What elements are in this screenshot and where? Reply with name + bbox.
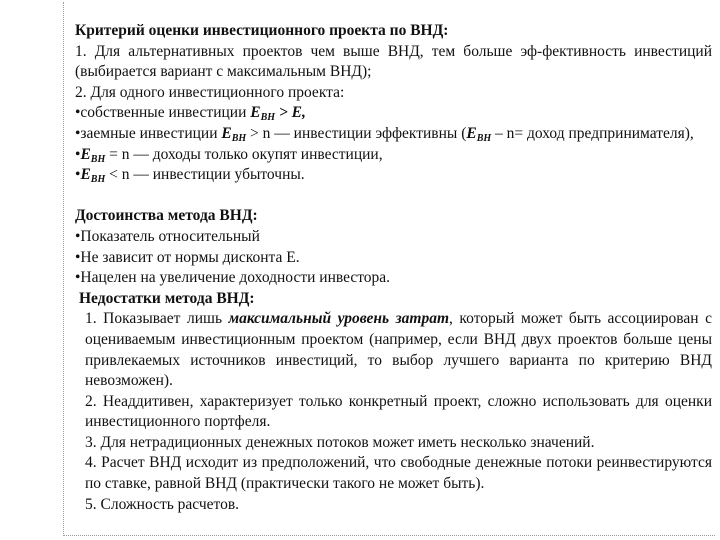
- bullet-equal: [75, 145, 712, 166]
- disadvantages-title: Недостатки метода ВНД:: [79, 289, 255, 307]
- slide-content: [75, 21, 712, 515]
- disadvantage-item-4: 4. Расчет ВНД исходит из предположений, что свободные денежные потоки реинвестируются по ставке, равной ВНД (практически такого не может быть).: [85, 454, 712, 493]
- disadvantage-item-3: 3. Для нетрадиционных денежных потоков может иметь несколько значений.: [85, 433, 595, 451]
- disadvantage-item-5: 5. Сложность расчетов.: [85, 495, 240, 513]
- irr-subscript: ВН: [260, 112, 276, 124]
- criterion-item-2: 2. Для одного инвестиционного проекта:: [75, 83, 345, 101]
- irr-subscript: ВН: [231, 132, 247, 144]
- bullet-less: [75, 165, 712, 186]
- irr-symbol: E: [221, 124, 232, 142]
- irr-symbol: E: [250, 104, 261, 122]
- bullet-loan-investments: [75, 124, 712, 145]
- disadvantage-1-rest: , который может быть ассоциирован с оцениваемым инвестиционным проектом (например, если ВНД двух проектов больше цены привлекаемых источников инвестиций, то выбор лучшего варианта по критерию ВНД невозможен).: [85, 310, 712, 390]
- bullet-marker: •: [75, 145, 81, 163]
- bullet-loan-text: •заемные инвестиции: [75, 124, 222, 142]
- section-gap: [75, 186, 712, 207]
- bullet-own-condition: > E,: [275, 104, 306, 122]
- criterion-title: Критерий оценки инвестиционного проекта по ВНД:: [75, 22, 449, 39]
- bullet-own-investments: [75, 103, 712, 124]
- irr-subscript: ВН: [476, 132, 492, 144]
- disadvantage-1-prefix: 1. Показывает лишь: [85, 310, 229, 328]
- bullet-loan-middle: > n — инвестиции эффективны (: [246, 124, 467, 142]
- bullet-own-text: •собственные инвестиции: [75, 104, 251, 122]
- irr-symbol: E: [80, 145, 91, 163]
- irr-subscript: ВН: [90, 174, 106, 186]
- criterion-item-1: 1. Для альтернативных проектов чем выше ВНД, тем больше эф-фективность инвестиций (выбирается вариант с максимальным ВНД);: [75, 42, 712, 81]
- bullet-marker: •: [75, 166, 81, 184]
- bullet-loan-rest: – n= доход предпринимателя),: [491, 124, 694, 142]
- disadvantage-item-2: 2. Неаддитивен, характеризует только конкретный проект, сложно использовать для оценки инвестиционного портфеля.: [85, 392, 712, 431]
- advantage-item: •Нацелен на увеличение доходности инвестора.: [75, 269, 391, 287]
- irr-subscript: ВН: [90, 153, 106, 165]
- bullet-less-text: < n — инвестиции убыточны.: [105, 166, 305, 184]
- advantages-title: Достоинства метода ВНД:: [75, 207, 258, 225]
- irr-symbol: E: [466, 124, 477, 142]
- disadvantage-1-emphasis: максимальный уровень затрат: [228, 310, 450, 328]
- disadvantage-item-1: [75, 309, 712, 391]
- bullet-equal-text: = n — доходы только окупят инвестиции,: [105, 145, 383, 163]
- advantage-item: •Не зависит от нормы дисконта Е.: [75, 248, 300, 266]
- advantage-item: •Показатель относительный: [75, 227, 260, 245]
- irr-symbol: E: [80, 166, 91, 184]
